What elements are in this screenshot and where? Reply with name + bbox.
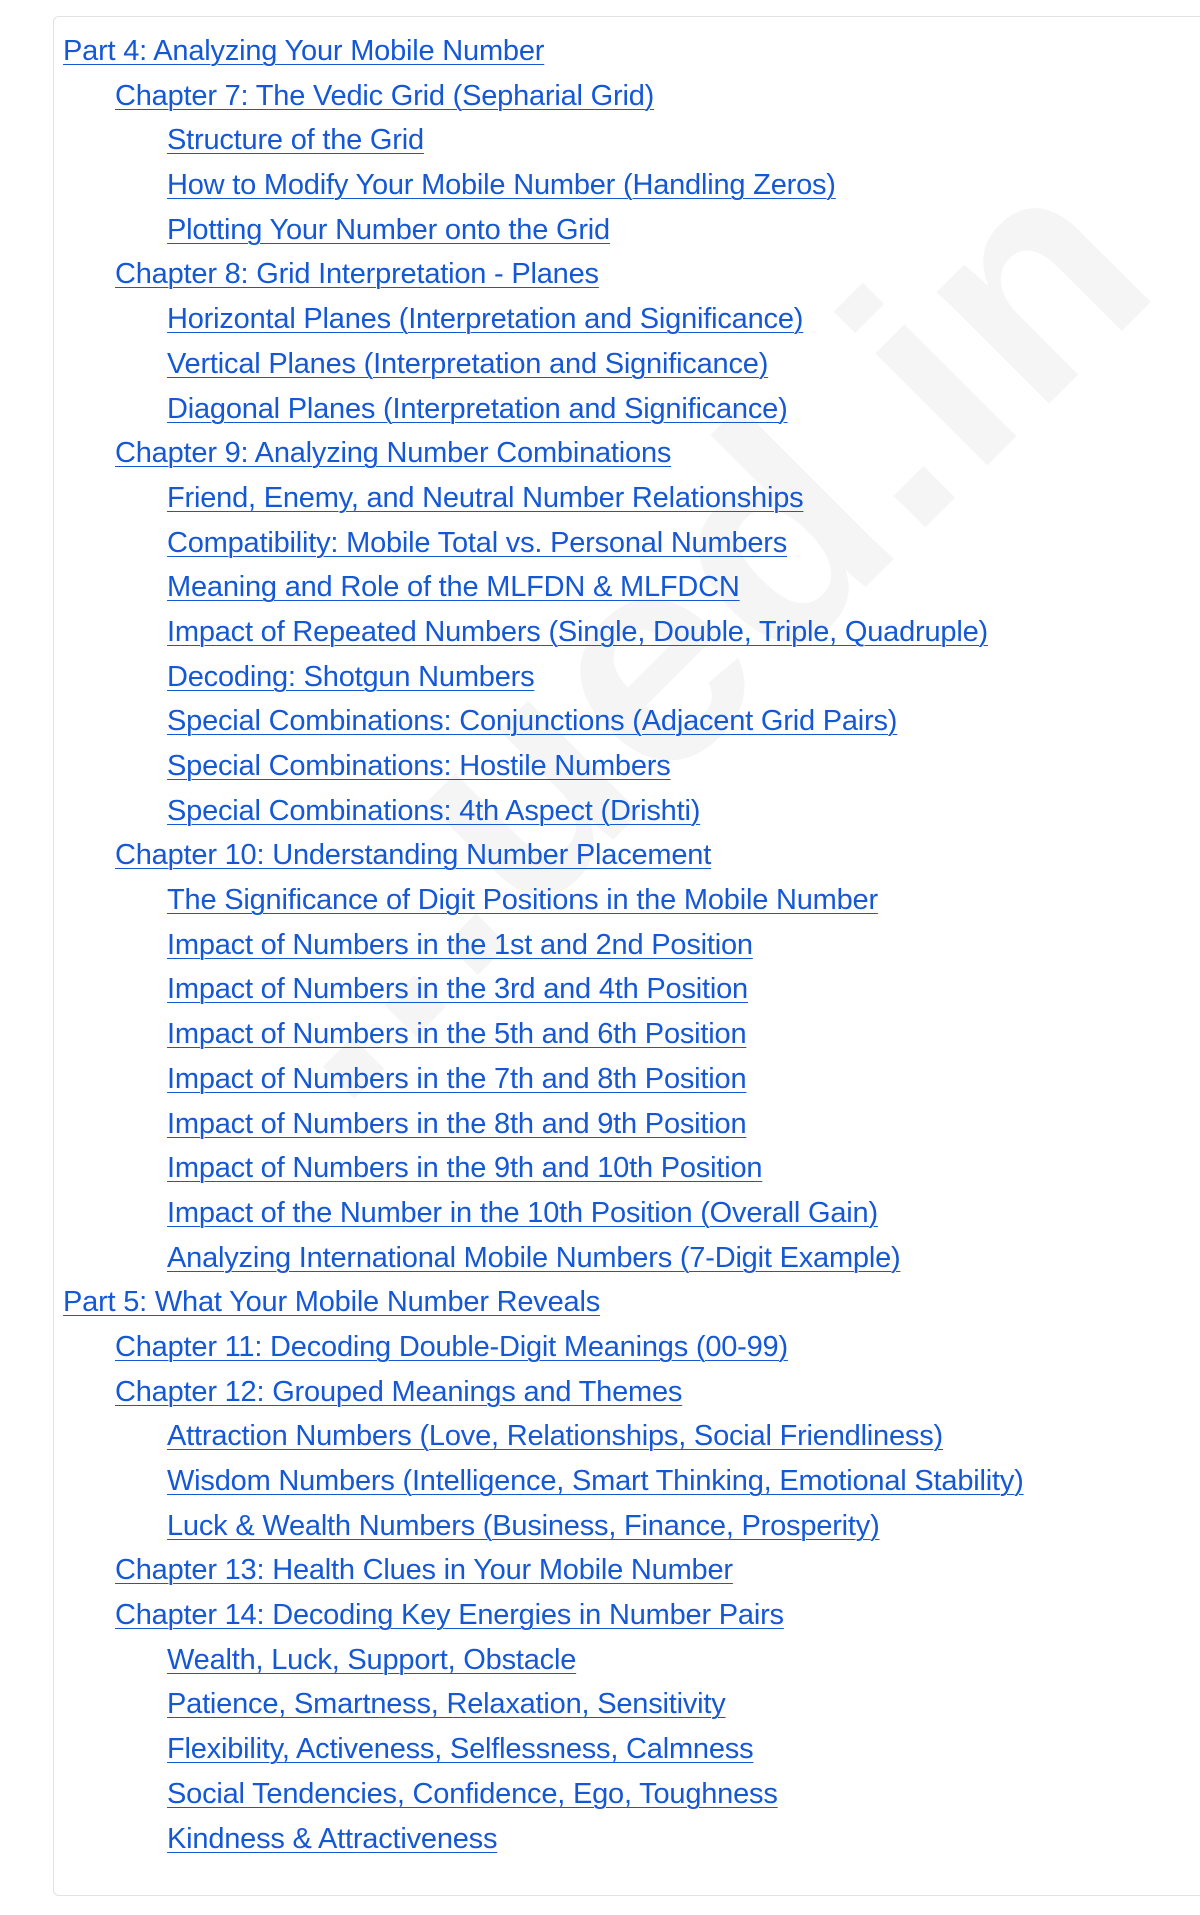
- toc-item: [63, 705, 1024, 750]
- toc-section-link[interactable]: Flexibility, Activeness, Selflessness, Calmness: [167, 1733, 754, 1766]
- toc-item: [63, 616, 1024, 661]
- toc-item: [63, 258, 1024, 303]
- toc-item: [63, 1242, 1024, 1287]
- toc-item: [63, 437, 1024, 482]
- toc-item: [63, 1554, 1024, 1599]
- toc-section-link[interactable]: Social Tendencies, Confidence, Ego, Toughness: [167, 1777, 778, 1810]
- toc-chapter-link[interactable]: Chapter 7: The Vedic Grid (Sepharial Grid): [115, 79, 655, 112]
- toc-section-link[interactable]: Impact of Numbers in the 3rd and 4th Position: [167, 973, 748, 1006]
- toc-section-link[interactable]: Friend, Enemy, and Neutral Number Relationships: [167, 481, 804, 514]
- toc-item: [63, 1599, 1024, 1644]
- toc-section-link[interactable]: Wisdom Numbers (Intelligence, Smart Thinking, Emotional Stability): [167, 1465, 1024, 1497]
- toc-item: [63, 1465, 1024, 1510]
- toc-section-link[interactable]: Luck & Wealth Numbers (Business, Finance, Prosperity): [167, 1509, 880, 1542]
- toc-item: [63, 1197, 1024, 1242]
- toc-item: [63, 884, 1024, 929]
- toc-section-link[interactable]: Special Combinations: Conjunctions (Adjacent Grid Pairs): [167, 705, 898, 738]
- toc-item: [63, 571, 1024, 616]
- toc-item: [63, 482, 1024, 527]
- toc-item: [63, 1510, 1024, 1555]
- toc-part-link[interactable]: Part 4: Analyzing Your Mobile Number: [63, 35, 545, 67]
- toc-item: [63, 1108, 1024, 1153]
- toc-item: [63, 1688, 1024, 1733]
- toc-item: [63, 1823, 1024, 1868]
- toc-item: [63, 661, 1024, 706]
- toc-item: [63, 929, 1024, 974]
- toc-section-link[interactable]: Impact of Numbers in the 1st and 2nd Position: [167, 928, 753, 961]
- toc-item: [63, 1644, 1024, 1689]
- toc-section-link[interactable]: How to Modify Your Mobile Number (Handling Zeros): [167, 169, 836, 202]
- toc-section-link[interactable]: Diagonal Planes (Interpretation and Significance): [167, 392, 788, 425]
- toc-section-link[interactable]: Attraction Numbers (Love, Relationships, Social Friendliness): [167, 1420, 943, 1453]
- toc-section-link[interactable]: Compatibility: Mobile Total vs. Personal Numbers: [167, 526, 788, 559]
- toc-section-link[interactable]: Decoding: Shotgun Numbers: [167, 660, 535, 693]
- toc-item: [63, 1286, 1024, 1331]
- toc-section-link[interactable]: Plotting Your Number onto the Grid: [167, 213, 610, 246]
- toc-item: [63, 1778, 1024, 1823]
- toc-chapter-link[interactable]: Chapter 14: Decoding Key Energies in Number Pairs: [115, 1599, 784, 1632]
- toc-section-link[interactable]: Impact of Numbers in the 9th and 10th Position: [167, 1152, 763, 1185]
- table-of-contents: [63, 35, 1024, 1867]
- toc-chapter-link[interactable]: Chapter 12: Grouped Meanings and Themes: [115, 1375, 683, 1408]
- toc-item: [63, 1018, 1024, 1063]
- toc-section-link[interactable]: Special Combinations: Hostile Numbers: [167, 750, 671, 782]
- toc-item: [63, 214, 1024, 259]
- toc-chapter-link[interactable]: Chapter 11: Decoding Double-Digit Meanings (00-99): [115, 1330, 788, 1363]
- toc-section-link[interactable]: Impact of Numbers in the 7th and 8th Position: [167, 1062, 747, 1095]
- toc-section-link[interactable]: Vertical Planes (Interpretation and Significance): [167, 347, 769, 380]
- toc-item: [63, 124, 1024, 169]
- toc-section-link[interactable]: Special Combinations: 4th Aspect (Drishti): [167, 794, 701, 827]
- toc-chapter-link[interactable]: Chapter 10: Understanding Number Placement: [115, 839, 712, 872]
- toc-item: [63, 527, 1024, 572]
- toc-chapter-link[interactable]: Chapter 8: Grid Interpretation - Planes: [115, 258, 599, 291]
- toc-section-link[interactable]: Impact of the Number in the 10th Position (Overall Gain): [167, 1196, 878, 1229]
- toc-item: [63, 1733, 1024, 1778]
- toc-item: [63, 35, 1024, 80]
- toc-item: [63, 1331, 1024, 1376]
- toc-item: [63, 169, 1024, 214]
- toc-item: [63, 839, 1024, 884]
- toc-section-link[interactable]: Patience, Smartness, Relaxation, Sensitivity: [167, 1688, 726, 1721]
- toc-item: [63, 1152, 1024, 1197]
- toc-chapter-link[interactable]: Chapter 13: Health Clues in Your Mobile Number: [115, 1554, 733, 1587]
- toc-item: [63, 1063, 1024, 1108]
- toc-section-link[interactable]: Kindness & Attractiveness: [167, 1822, 498, 1855]
- toc-section-link[interactable]: Impact of Numbers in the 5th and 6th Position: [167, 1018, 747, 1051]
- toc-section-link[interactable]: Structure of the Grid: [167, 124, 424, 157]
- toc-section-link[interactable]: Impact of Numbers in the 8th and 9th Position: [167, 1107, 747, 1140]
- toc-section-link[interactable]: Meaning and Role of the MLFDN & MLFDCN: [167, 571, 740, 604]
- toc-item: [63, 348, 1024, 393]
- toc-section-link[interactable]: Analyzing International Mobile Numbers (7-Digit Example): [167, 1241, 901, 1274]
- toc-item: [63, 750, 1024, 795]
- toc-section-link[interactable]: Horizontal Planes (Interpretation and Significance): [167, 303, 804, 336]
- toc-item: [63, 973, 1024, 1018]
- toc-chapter-link[interactable]: Chapter 9: Analyzing Number Combinations: [115, 437, 672, 470]
- toc-section-link[interactable]: Wealth, Luck, Support, Obstacle: [167, 1643, 577, 1676]
- toc-item: [63, 1376, 1024, 1421]
- toc-part-link[interactable]: Part 5: What Your Mobile Number Reveals: [63, 1286, 601, 1319]
- toc-item: [63, 80, 1024, 125]
- toc-item: [63, 303, 1024, 348]
- toc-item: [63, 1420, 1024, 1465]
- toc-section-link[interactable]: Impact of Repeated Numbers (Single, Double, Triple, Quadruple): [167, 615, 988, 648]
- toc-item: [63, 795, 1024, 840]
- toc-section-link[interactable]: The Significance of Digit Positions in the Mobile Number: [167, 884, 878, 917]
- toc-item: [63, 393, 1024, 438]
